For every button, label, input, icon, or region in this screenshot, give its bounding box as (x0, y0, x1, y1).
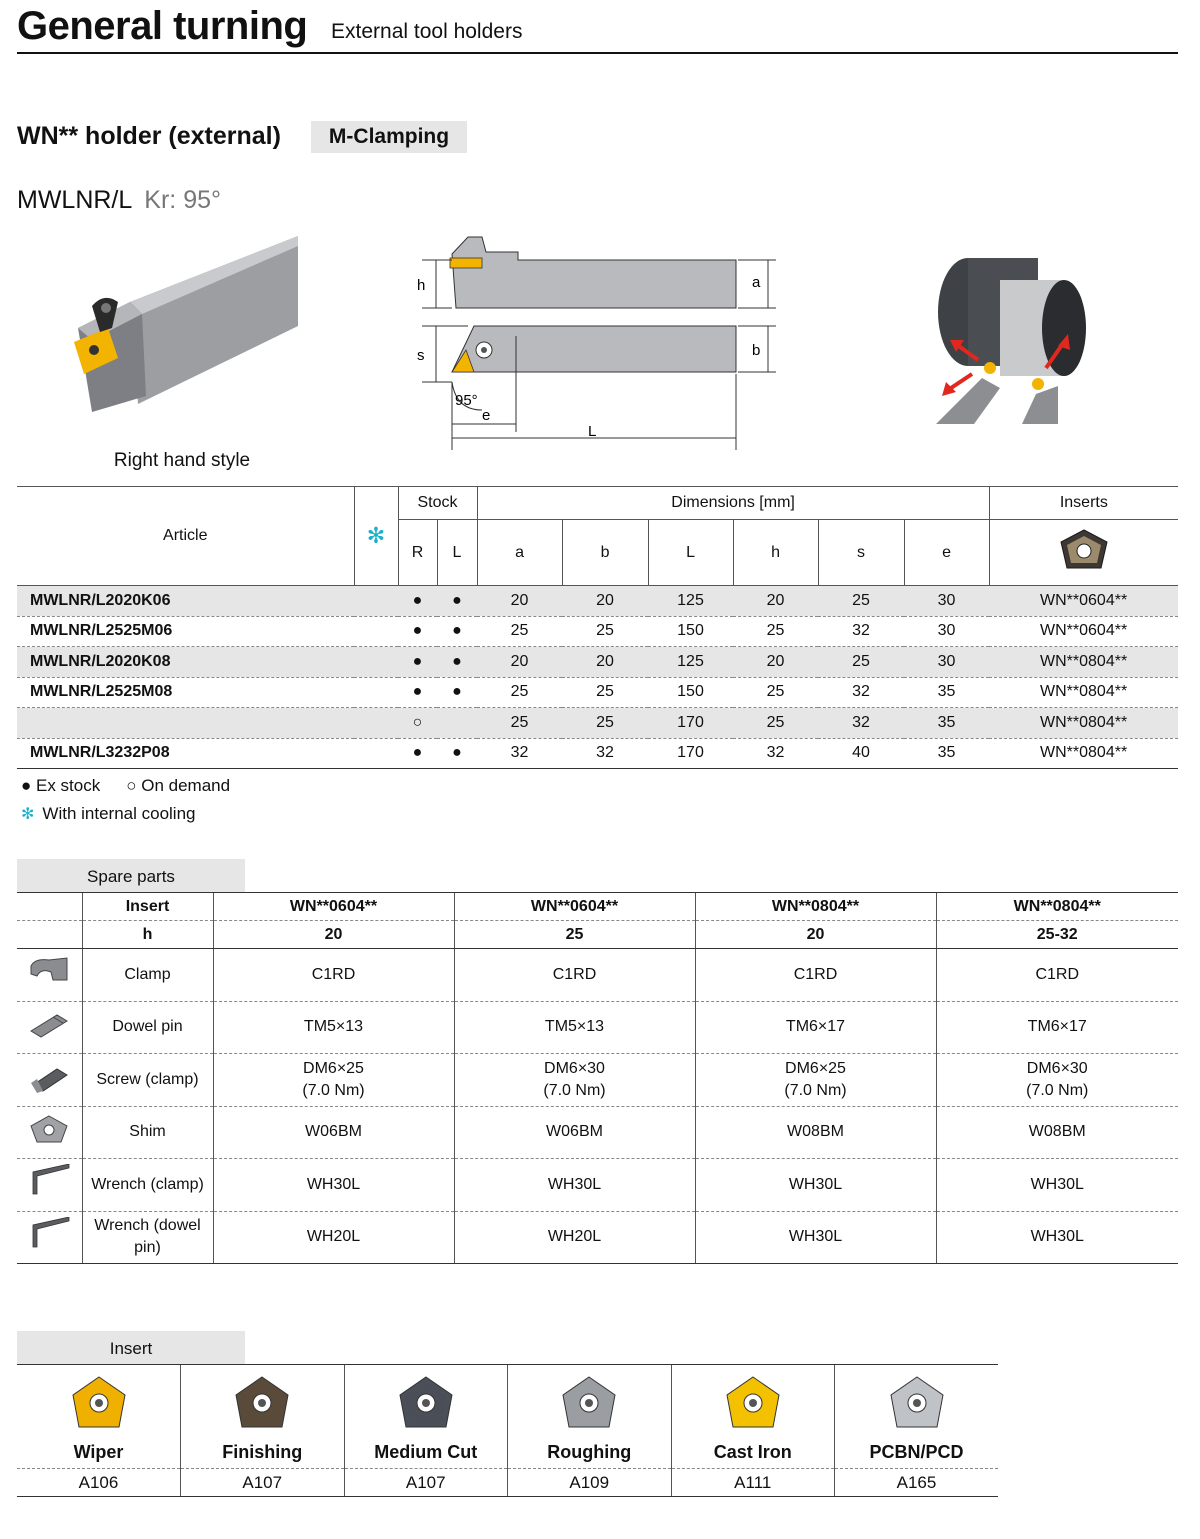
cooling-legend (21, 804, 195, 824)
cell-h: 25 (733, 616, 818, 647)
insert-medium-cut-icon (396, 1373, 456, 1435)
spare-part-icon-cell (17, 1159, 82, 1212)
cell-h: 32 (733, 738, 818, 769)
hand-style-caption: Right hand style (113, 450, 251, 471)
spare-header-h-row (17, 921, 1178, 949)
cell-cool (354, 738, 398, 769)
spare-part-value (454, 1106, 695, 1159)
spare-part-value (695, 949, 936, 1002)
spare-part-value (454, 1001, 695, 1054)
spare-part-name: Wrench (clamp) (82, 1159, 213, 1212)
tool-holder-image (70, 232, 302, 414)
insert-wiper-icon (69, 1373, 129, 1435)
header-stock: Stock (398, 487, 477, 520)
header-dim-a: a (477, 520, 562, 586)
spare-part-row (17, 1211, 1178, 1264)
cell-L: ● (437, 616, 477, 647)
cell-e: 30 (904, 616, 989, 647)
spare-height: 20 (695, 921, 936, 949)
cell-a: 25 (477, 677, 562, 708)
table-row (17, 708, 1178, 739)
spare-parts-tab: Spare parts (17, 859, 245, 892)
insert-finishing-icon (232, 1373, 292, 1435)
legend-on-demand: ○ On demand (126, 776, 231, 795)
header-dim-L: L (648, 520, 733, 586)
spare-part-value-line: WH20L (547, 1228, 602, 1246)
spare-part-value (213, 1106, 454, 1159)
spare-part-value-line: DM6×30 (544, 1059, 605, 1077)
cell-L: ● (437, 647, 477, 678)
spare-part-name: Dowel pin (82, 1001, 213, 1054)
cell-L: ● (437, 738, 477, 769)
cell-e: 35 (904, 738, 989, 769)
spare-part-name: Clamp (82, 949, 213, 1002)
spare-part-row (17, 1054, 1178, 1107)
spare-part-value-line: WH30L (788, 1175, 843, 1193)
insert-icon (1057, 528, 1111, 572)
spare-part-value (695, 1211, 936, 1264)
dim-b-label: b (752, 342, 761, 359)
cell-article: MWLNR/L2525M06 (17, 616, 354, 647)
page-subtitle: External tool holders (331, 20, 523, 43)
spare-part-row (17, 1001, 1178, 1054)
cell-insert: WN**0804** (989, 647, 1178, 678)
cell-s: 25 (818, 647, 904, 678)
insert-grade-cell (508, 1365, 672, 1469)
spare-part-value-line: (7.0 Nm) (302, 1081, 365, 1099)
spare-part-value (213, 949, 454, 1002)
cell-a: 25 (477, 616, 562, 647)
cell-a: 32 (477, 738, 562, 769)
cell-Ldim: 125 (648, 586, 733, 617)
cell-R: ○ (398, 708, 437, 739)
cell-s: 25 (818, 586, 904, 617)
table-row (17, 647, 1178, 678)
insert-grade-name: PCBN/PCD (869, 1442, 964, 1462)
spare-header-insert-row (17, 893, 1178, 921)
table-row (17, 586, 1178, 617)
spare-part-value-line: WH30L (547, 1175, 602, 1193)
spare-part-value-line: WH30L (306, 1175, 361, 1193)
cell-e: 35 (904, 677, 989, 708)
cell-R: ● (398, 586, 437, 617)
dim-a-label: a (752, 274, 761, 291)
spare-part-value-line: C1RD (311, 965, 356, 983)
cell-R: ● (398, 616, 437, 647)
spare-part-value-line: TM5×13 (544, 1018, 605, 1036)
header-dim-s: s (818, 520, 904, 586)
spare-part-value-line: WH30L (788, 1228, 843, 1246)
clamping-badge: M-Clamping (311, 121, 467, 153)
header-dimensions: Dimensions [mm] (477, 487, 989, 520)
dowel-pin-icon (27, 1007, 71, 1041)
spare-part-value (936, 1001, 1178, 1054)
spare-part-row (17, 1159, 1178, 1212)
cell-article: MWLNR/L2525M08 (17, 677, 354, 708)
cell-article: MWLNR/L3232P08 (17, 738, 354, 769)
spare-part-value-line: C1RD (793, 965, 838, 983)
spare-part-value-line: C1RD (552, 965, 597, 983)
spare-part-icon-cell (17, 1001, 82, 1054)
spare-part-value-line: DM6×25 (303, 1059, 364, 1077)
spare-part-value (936, 949, 1178, 1002)
spare-part-value-line: C1RD (1035, 965, 1080, 983)
header-dim-h: h (733, 520, 818, 586)
dim-h-label: h (417, 277, 426, 294)
cell-insert: WN**0804** (989, 738, 1178, 769)
insert-grade-cell (181, 1365, 345, 1469)
internal-cooling-image (934, 256, 1090, 428)
spare-part-value-line: DM6×30 (1026, 1059, 1088, 1077)
spare-part-value (936, 1159, 1178, 1212)
insert-grade-code: A109 (508, 1469, 672, 1497)
dim-angle-label: 95° (455, 392, 478, 409)
insert-grade-cell (17, 1365, 181, 1469)
cell-cool (354, 586, 398, 617)
header-stock-l: L (437, 520, 477, 586)
header-dim-e: e (904, 520, 989, 586)
spare-part-name: Screw (clamp) (82, 1054, 213, 1107)
model-line (17, 186, 221, 215)
insert-grade-code: A165 (835, 1469, 999, 1497)
cell-L: ● (437, 677, 477, 708)
cell-insert: WN**0804** (989, 708, 1178, 739)
spare-part-value (454, 1211, 695, 1264)
insert-pcbn-pcd-icon (887, 1373, 947, 1435)
cell-cool (354, 708, 398, 739)
cell-a: 25 (477, 708, 562, 739)
cell-s: 32 (818, 616, 904, 647)
spare-insert-code: WN**0804** (936, 893, 1178, 921)
cell-Ldim: 150 (648, 616, 733, 647)
cell-h: 25 (733, 677, 818, 708)
cell-R: ● (398, 677, 437, 708)
spare-part-value-line: TM5×13 (303, 1018, 364, 1036)
insert-grade-cell (835, 1365, 999, 1469)
cell-s: 40 (818, 738, 904, 769)
spare-part-value-line: TM6×17 (1027, 1018, 1087, 1036)
table-row (17, 616, 1178, 647)
spare-part-value-line: TM6×17 (785, 1018, 846, 1036)
spare-part-name: Wrench (dowel pin) (82, 1211, 213, 1264)
header-insert-image (989, 520, 1178, 586)
cell-R: ● (398, 738, 437, 769)
cell-s: 32 (818, 677, 904, 708)
cell-e: 30 (904, 647, 989, 678)
screw-icon (27, 1059, 71, 1093)
cell-cool (354, 616, 398, 647)
spare-insert-label: Insert (82, 893, 213, 921)
cell-insert: WN**0604** (989, 586, 1178, 617)
legend-cooling: With internal cooling (42, 804, 196, 823)
dim-L-label: L (588, 423, 597, 440)
spare-part-value (213, 1001, 454, 1054)
cell-cool (354, 677, 398, 708)
spare-part-value (936, 1054, 1178, 1107)
clamp-icon (27, 954, 71, 988)
spare-insert-code: WN**0604** (213, 893, 454, 921)
spare-part-value (936, 1106, 1178, 1159)
header-stock-r: R (398, 520, 437, 586)
wrench-icon (27, 1164, 71, 1198)
header-dim-b: b (562, 520, 648, 586)
insert-grades-table (17, 1364, 998, 1497)
insert-grade-name: Roughing (547, 1442, 632, 1462)
spare-part-value (936, 1211, 1178, 1264)
insert-grade-code: A107 (181, 1469, 345, 1497)
spare-part-icon-cell (17, 1106, 82, 1159)
spare-part-row (17, 949, 1178, 1002)
spare-part-value-line: DM6×25 (785, 1059, 846, 1077)
insert-grade-name: Wiper (73, 1442, 124, 1462)
spare-part-row (17, 1106, 1178, 1159)
cooling-icon: ✻ (21, 806, 35, 823)
cell-h: 25 (733, 708, 818, 739)
spare-part-value-line: (7.0 Nm) (1026, 1081, 1089, 1099)
spare-part-value (213, 1054, 454, 1107)
insert-grade-name: Finishing (222, 1442, 303, 1462)
cell-s: 32 (818, 708, 904, 739)
cell-R: ● (398, 647, 437, 678)
cell-h: 20 (733, 647, 818, 678)
cell-e: 30 (904, 586, 989, 617)
spare-part-value (695, 1106, 936, 1159)
cell-cool (354, 647, 398, 678)
cell-Ldim: 170 (648, 738, 733, 769)
insert-tab: Insert (17, 1331, 245, 1364)
spare-part-value-line: WH30L (1030, 1175, 1084, 1193)
shim-icon (27, 1112, 71, 1146)
wrench-icon (27, 1217, 71, 1251)
spare-part-value (454, 949, 695, 1002)
spare-height: 25-32 (936, 921, 1178, 949)
cell-L (437, 708, 477, 739)
insert-grade-cell (671, 1365, 835, 1469)
spare-part-value (695, 1159, 936, 1212)
spare-part-icon-cell (17, 1054, 82, 1107)
spare-part-value-line: WH20L (306, 1228, 361, 1246)
spare-part-value-line: (7.0 Nm) (543, 1081, 606, 1099)
insert-grade-name: Medium Cut (374, 1442, 478, 1462)
cell-b: 25 (562, 616, 648, 647)
dim-e-label: e (482, 407, 491, 424)
spare-part-value (695, 1054, 936, 1107)
cell-article (17, 708, 354, 739)
cell-e: 35 (904, 708, 989, 739)
kr-angle: Kr: 95° (144, 186, 221, 214)
insert-cast-iron-icon (723, 1373, 783, 1435)
cell-Ldim: 125 (648, 647, 733, 678)
spare-height: 25 (454, 921, 695, 949)
article-table (17, 486, 1178, 769)
spare-part-value-line: W08BM (787, 1123, 844, 1141)
spare-part-value-line: W08BM (1028, 1123, 1086, 1141)
spare-part-value-line: W06BM (305, 1123, 362, 1141)
spare-part-value (213, 1159, 454, 1212)
cell-b: 25 (562, 677, 648, 708)
spare-insert-code: WN**0804** (695, 893, 936, 921)
spare-parts-table (17, 892, 1178, 1264)
spare-part-value-line: (7.0 Nm) (784, 1081, 847, 1099)
cell-b: 20 (562, 586, 648, 617)
cell-a: 20 (477, 586, 562, 617)
stock-legend (21, 776, 256, 796)
spare-corner (17, 893, 82, 921)
cell-insert: WN**0804** (989, 677, 1178, 708)
cell-Ldim: 150 (648, 677, 733, 708)
spare-part-value-line: WH30L (1030, 1228, 1084, 1246)
insert-grade-code: A107 (344, 1469, 508, 1497)
cell-article: MWLNR/L2020K06 (17, 586, 354, 617)
cell-b: 25 (562, 708, 648, 739)
spare-h-label: h (82, 921, 213, 949)
cell-Ldim: 170 (648, 708, 733, 739)
dimension-drawing (408, 232, 784, 454)
cell-article: MWLNR/L2020K08 (17, 647, 354, 678)
cell-insert: WN**0604** (989, 616, 1178, 647)
spare-part-icon-cell (17, 1211, 82, 1264)
cell-a: 20 (477, 647, 562, 678)
spare-part-icon-cell (17, 949, 82, 1002)
spare-insert-code: WN**0604** (454, 893, 695, 921)
spare-part-value (213, 1211, 454, 1264)
header-inserts: Inserts (989, 487, 1178, 520)
cell-L: ● (437, 586, 477, 617)
page-title: General turning (17, 4, 308, 48)
cell-b: 32 (562, 738, 648, 769)
header-cooling-icon: ✻ (354, 487, 398, 586)
header-article: Article (17, 487, 354, 586)
model-name: MWLNR/L (17, 186, 133, 214)
table-row (17, 738, 1178, 769)
insert-grade-cell (344, 1365, 508, 1469)
spare-part-name: Shim (82, 1106, 213, 1159)
legend-ex-stock: ● Ex stock (21, 776, 101, 795)
spare-part-value (695, 1001, 936, 1054)
header-divider (17, 52, 1178, 54)
spare-part-value-line: W06BM (546, 1123, 603, 1141)
spare-height: 20 (213, 921, 454, 949)
cell-h: 20 (733, 586, 818, 617)
spare-part-value (454, 1054, 695, 1107)
table-row (17, 677, 1178, 708)
spare-part-value (454, 1159, 695, 1212)
cell-b: 20 (562, 647, 648, 678)
insert-roughing-icon (559, 1373, 619, 1435)
insert-grade-code: A111 (671, 1469, 835, 1497)
insert-grade-name: Cast Iron (713, 1442, 792, 1462)
section-title: WN** holder (external) (17, 122, 281, 150)
insert-grade-code: A106 (17, 1469, 181, 1497)
dim-s-label: s (417, 347, 425, 364)
spare-corner (17, 921, 82, 949)
